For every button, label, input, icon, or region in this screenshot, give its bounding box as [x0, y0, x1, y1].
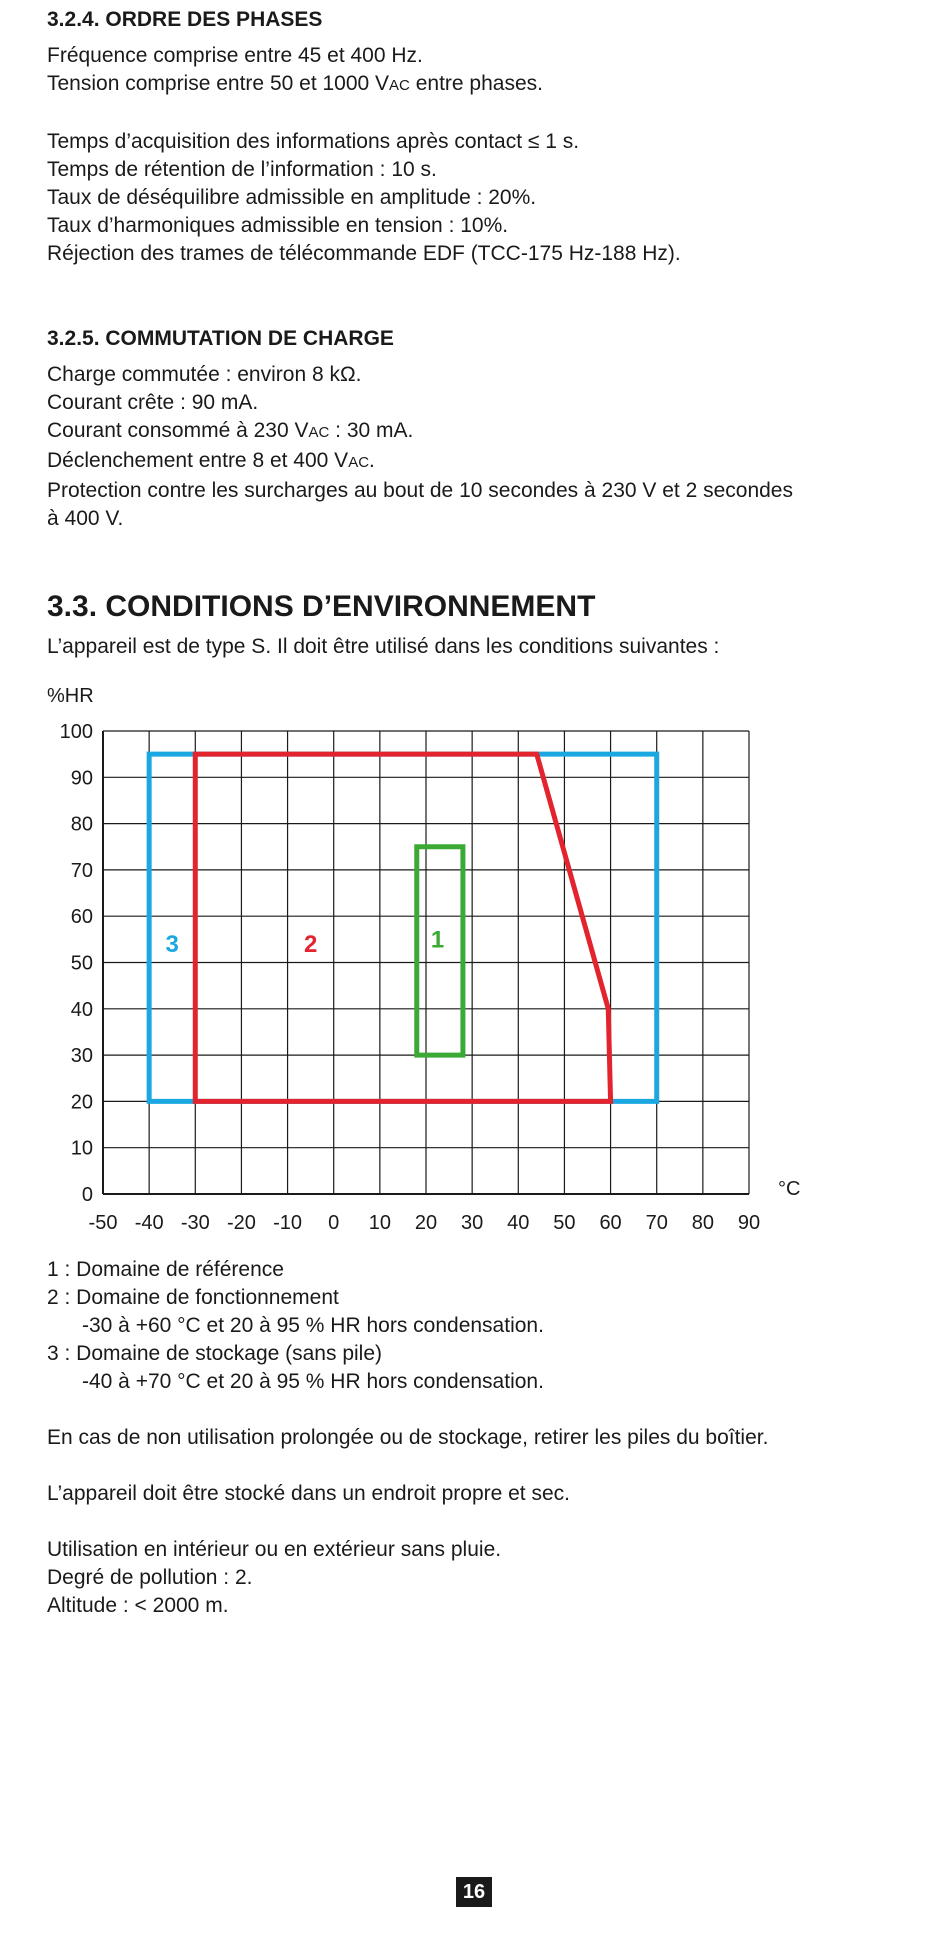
x-tick-label: 10: [368, 1212, 391, 1234]
x-tick-label: 60: [599, 1212, 622, 1234]
intro-text: L’appareil est de type S. Il doit être utilisé dans les conditions suivantes :: [47, 635, 720, 658]
x-tick-label: 80: [691, 1212, 714, 1234]
note-text: En cas de non utilisation prolongée ou de stockage, retirer les piles du boîtier.: [47, 1426, 769, 1449]
x-axis-label: °C: [778, 1178, 801, 1200]
spec-suffix: : 30 mA.: [329, 419, 414, 443]
y-tick-label: 100: [59, 721, 93, 743]
page-number: 16: [456, 1877, 492, 1907]
y-tick-label: 10: [70, 1137, 93, 1160]
y-tick-label: 40: [70, 998, 93, 1021]
x-tick-label: 70: [645, 1212, 668, 1234]
voltage-text: Tension comprise entre 50 et 1000 V: [47, 72, 390, 96]
chart-zones: [149, 754, 657, 1101]
spec-line: Charge commutée : environ 8 kΩ.: [47, 363, 362, 387]
spec-line: Réjection des trames de télécommande EDF (TCC-175 Hz-188 Hz).: [47, 242, 681, 266]
y-tick-label: 30: [70, 1045, 93, 1068]
legend-item: 3 : Domaine de stockage (sans pile): [47, 1342, 383, 1365]
spec-line: Temps d’acquisition des informations après contact ≤ 1 s.: [47, 130, 580, 154]
x-tick-label: 20: [414, 1212, 438, 1234]
note-text: Altitude : < 2000 m.: [47, 1594, 229, 1617]
x-tick-label: -40: [134, 1212, 164, 1234]
note-text: Utilisation en intérieur ou en extérieur sans pluie.: [47, 1538, 502, 1561]
x-tick-label: -10: [273, 1212, 303, 1234]
spec-unit: AC: [308, 424, 330, 442]
voltage-suffix: entre phases.: [409, 72, 543, 96]
spec-text: Déclenchement entre 8 et 400 V: [47, 449, 349, 473]
notes: [47, 1424, 910, 1620]
legend-item: 2 : Domaine de fonctionnement: [47, 1286, 339, 1309]
x-tick-label: 0: [328, 1212, 340, 1234]
spec-unit: AC: [348, 454, 370, 472]
zone-3-label: 3: [165, 930, 179, 958]
y-tick-label: 80: [70, 813, 93, 836]
x-tick-label: 50: [553, 1212, 576, 1234]
section-title: 3.2.5. COMMUTATION DE CHARGE: [47, 327, 394, 350]
legend-detail: -40 à +70 °C et 20 à 95 % HR hors condensation.: [82, 1370, 544, 1393]
spec-line: Courant crête : 90 mA.: [47, 391, 259, 415]
x-tick-label: -20: [226, 1212, 256, 1234]
x-tick-label: 90: [737, 1212, 761, 1234]
zone-2-outline: [195, 754, 610, 1101]
spec-line: Taux de déséquilibre admissible en amplitude : 20%.: [47, 186, 537, 210]
chart-legend: [47, 1256, 910, 1396]
spec-line: à 400 V.: [47, 507, 124, 531]
x-tick-label: -30: [180, 1212, 210, 1234]
y-tick-label: 90: [70, 767, 93, 790]
spec-line: Taux d’harmoniques admissible en tension : 10%.: [47, 214, 509, 238]
voltage-unit: AC: [389, 77, 410, 95]
spec-line: Temps de rétention de l’information : 10 s.: [47, 158, 437, 182]
x-tick-label: 40: [507, 1212, 530, 1234]
y-axis-label: %HR: [47, 685, 94, 707]
y-tick-label: 0: [81, 1184, 93, 1206]
section-title: 3.2.4. ORDRE DES PHASES: [47, 8, 323, 31]
zone-2-label: 2: [303, 930, 318, 958]
legend-detail: -30 à +60 °C et 20 à 95 % HR hors condensation.: [82, 1314, 544, 1337]
frequency-line: Fréquence comprise entre 45 et 400 Hz.: [47, 44, 423, 68]
y-tick-label: 20: [70, 1091, 93, 1114]
spec-line: Protection contre les surcharges au bout de 10 secondes à 230 V et 2 secondes: [47, 479, 793, 503]
zone-1-label: 1: [430, 926, 445, 954]
x-tick-label: -50: [88, 1212, 118, 1234]
spec-text: Courant consommé à 230 V: [47, 419, 309, 443]
zone-3-outline: [149, 754, 657, 1101]
note-text: Degré de pollution : 2.: [47, 1566, 253, 1589]
legend-item: 1 : Domaine de référence: [47, 1258, 284, 1281]
y-tick-label: 70: [70, 859, 93, 882]
section-heading: 3.3. CONDITIONS D’ENVIRONNEMENT: [47, 590, 596, 623]
note-text: L’appareil doit être stocké dans un endroit propre et sec.: [47, 1482, 570, 1505]
y-tick-label: 60: [70, 906, 93, 929]
x-tick-label: 30: [461, 1212, 484, 1234]
chart-grid: [103, 731, 749, 1194]
y-tick-label: 50: [70, 952, 93, 975]
spec-suffix: .: [369, 449, 375, 473]
